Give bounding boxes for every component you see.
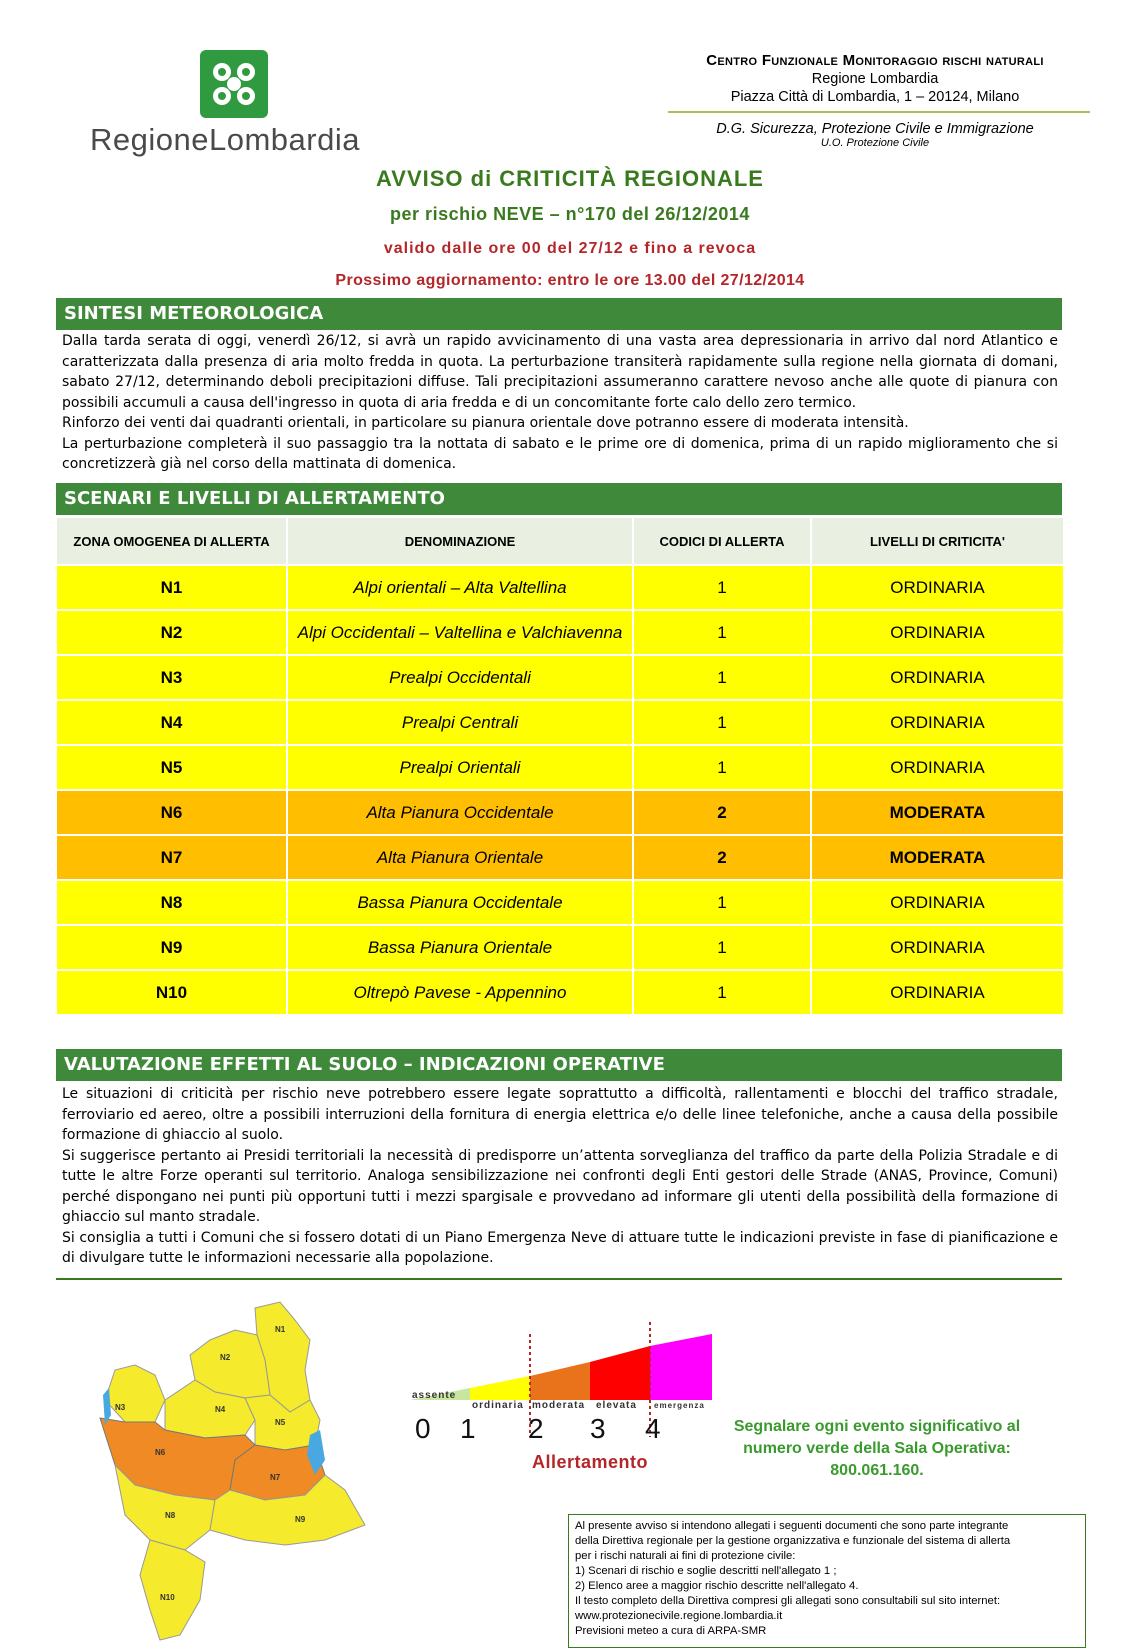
report-line: numero verde della Sala Operativa: [743, 1440, 1011, 1457]
code-cell: 2 [633, 790, 811, 835]
code-cell: 1 [633, 745, 811, 790]
table-row [56, 970, 1064, 1015]
zone-cell: N6 [56, 790, 287, 835]
table-row [56, 745, 1064, 790]
scale-label: elevata [596, 1400, 637, 1411]
attachments-note-box [568, 1514, 1086, 1648]
section-heading-scenari: SCENARI E LIVELLI DI ALLERTAMENTO [56, 483, 1062, 515]
scale-label: ordinaria [472, 1400, 524, 1411]
scale-caption: Allertamento [532, 1452, 649, 1472]
zone-cell: N2 [56, 610, 287, 655]
table-row [56, 655, 1064, 700]
map-label: N3 [115, 1403, 126, 1412]
note-line: Previsioni meteo a cura di ARPA-SMR [575, 1625, 767, 1637]
issuer-address: Piazza Città di Lombardia, 1 – 20124, Milano [730, 89, 1020, 105]
section-heading-valutazione: VALUTAZIONE EFFETTI AL SUOLO – INDICAZIONI OPERATIVE [56, 1049, 1062, 1081]
code-cell: 1 [633, 880, 811, 925]
level-cell: ORDINARIA [811, 745, 1064, 790]
column-header: ZONA OMOGENEA DI ALLERTA [56, 517, 287, 565]
code-cell: 1 [633, 970, 811, 1015]
zone-cell: N9 [56, 925, 287, 970]
name-cell: Alta Pianura Occidentale [287, 790, 633, 835]
code-cell: 1 [633, 925, 811, 970]
issuer-header [660, 52, 1090, 149]
level-cell: ORDINARIA [811, 925, 1064, 970]
section-heading-sintesi: SINTESI METEOROLOGICA [56, 298, 1062, 330]
report-notice [718, 1416, 1036, 1482]
name-cell: Prealpi Occidentali [287, 655, 633, 700]
name-cell: Alta Pianura Orientale [287, 835, 633, 880]
logo-text: RegioneLombardia [90, 122, 360, 157]
scale-segment-emergenza [650, 1334, 712, 1400]
map-label: N7 [270, 1473, 281, 1482]
note-line: 1) Scenari di rischio e soglie descritti nell'allegato 1 ; [575, 1565, 837, 1577]
level-cell: ORDINARIA [811, 565, 1064, 610]
issuer-dg: D.G. Sicurezza, Protezione Civile e Immigrazione [716, 121, 1034, 137]
valutazione-text [62, 1084, 1058, 1269]
report-line: Segnalare ogni evento significativo al [733, 1418, 1021, 1435]
name-cell: Prealpi Orientali [287, 745, 633, 790]
valutazione-paragraph: Si consiglia a tutti i Comuni che si fossero dotati di un Piano Emergenza Neve di attuare tutte le indicazioni previste in fase di pianificazione e di divulgare tutte le informazioni necessarie alla popolazione. [62, 1229, 1058, 1266]
valutazione-paragraph: Si suggerisce pertanto ai Presidi territoriali la necessità di predisporre un’attenta sorveglianza del traffico da parte della Polizia Stradale e di tutte le altre Forze operanti sul territorio. Analoga sensibilizzazione nei confronti degli Enti gestori delle Strade (ANAS, Province, Comuni) perché dispongano nei punti più opportuni tutti i mezzi spargisale e provvedano ad informare gli utenti della possibilità della formazione di ghiaccio sul manto stradale. [62, 1147, 1058, 1225]
scale-segment-ordinaria [470, 1376, 530, 1400]
map-zone-n3 [105, 1365, 165, 1422]
note-link[interactable]: www.protezionecivile.regione.lombardia.it [575, 1610, 783, 1622]
code-cell: 1 [633, 610, 811, 655]
name-cell: Alpi orientali – Alta Valtellina [287, 565, 633, 610]
bulletin-subtitle: per rischio NEVE – n°170 del 26/12/2014 [390, 204, 750, 224]
note-line: per i rischi naturali ai fini di protezione civile: [575, 1550, 796, 1562]
zone-cell: N1 [56, 565, 287, 610]
map-label: N5 [275, 1418, 286, 1427]
name-cell: Oltrepò Pavese - Appennino [287, 970, 633, 1015]
code-cell: 2 [633, 835, 811, 880]
name-cell: Bassa Pianura Orientale [287, 925, 633, 970]
scale-number: 1 [460, 1413, 476, 1444]
table-row [56, 925, 1064, 970]
bulletin-title: AVVISO di CRITICITÀ REGIONALE [376, 166, 764, 191]
level-cell: ORDINARIA [811, 700, 1064, 745]
alert-scale [410, 1322, 740, 1462]
sintesi-paragraph: Rinforzo dei venti dai quadranti orientali, in particolare su pianura orientale dove potranno essere di moderata intensità. [62, 415, 909, 431]
map-label: N4 [215, 1405, 226, 1414]
table-header-row [56, 517, 1064, 565]
bulletin-validity: valido dalle ore 00 del 27/12 e fino a revoca [383, 240, 757, 257]
zone-cell: N3 [56, 655, 287, 700]
level-cell: ORDINARIA [811, 610, 1064, 655]
scale-segment-moderata [530, 1362, 590, 1400]
map-label: N8 [165, 1511, 176, 1520]
map-label: N6 [155, 1448, 166, 1457]
level-cell: MODERATA [811, 790, 1064, 835]
lombardy-zones-map [95, 1300, 385, 1644]
table-row [56, 700, 1064, 745]
zone-cell: N8 [56, 880, 287, 925]
scale-number: 3 [590, 1413, 606, 1444]
column-header: LIVELLI DI CRITICITA' [811, 517, 1064, 565]
table-row [56, 880, 1064, 925]
code-cell: 1 [633, 700, 811, 745]
name-cell: Bassa Pianura Occidentale [287, 880, 633, 925]
level-cell: ORDINARIA [811, 970, 1064, 1015]
code-cell: 1 [633, 655, 811, 700]
column-header: CODICI DI ALLERTA [633, 517, 811, 565]
zone-cell: N4 [56, 700, 287, 745]
scale-number: 2 [528, 1413, 544, 1444]
scale-label: emergenza [654, 1401, 705, 1410]
scale-number: 4 [645, 1413, 661, 1444]
level-cell: MODERATA [811, 835, 1064, 880]
issuer-region: Regione Lombardia [811, 71, 939, 87]
map-label: N1 [275, 1325, 286, 1334]
regione-lombardia-logo [90, 50, 380, 160]
alert-levels-table [55, 516, 1065, 1016]
name-cell: Prealpi Centrali [287, 700, 633, 745]
code-cell: 1 [633, 565, 811, 610]
table-row [56, 835, 1064, 880]
table-row [56, 610, 1064, 655]
map-label: N10 [160, 1593, 175, 1602]
map-label: N2 [220, 1353, 231, 1362]
level-cell: ORDINARIA [811, 655, 1064, 700]
name-cell: Alpi Occidentali – Valtellina e Valchiavenna [287, 610, 633, 655]
scale-label: assente [412, 1390, 457, 1401]
zone-cell: N10 [56, 970, 287, 1015]
level-cell: ORDINARIA [811, 880, 1064, 925]
sintesi-paragraph: Dalla tarda serata di oggi, venerdì 26/12, si avrà un rapido avvicinamento di una vasta area depressionaria in arrivo dal nord Atlantico e caratterizzata dalla presenza di aria molto fredda in quota. La perturbazione transiterà rapidamente sulla regione nella giornata di domani, sabato 27/12, determinando deboli precipitazioni diffuse. Tali precipitazioni assumeranno carattere nevoso anche alle quote di pianura con possibili accumuli a causa dell'ingresso in quota di aria fredda e di un concomitante forte calo dello zero termico. [62, 333, 1058, 411]
note-line: 2) Elenco aree a maggior rischio descritte nell'allegato 4. [575, 1580, 859, 1592]
valutazione-paragraph: Le situazioni di criticità per rischio neve potrebbero essere legate soprattutto a difficoltà, rallentamenti e blocchi del traffico stradale, ferroviario ed aereo, oltre a possibili interruzioni della fornitura di energia elettrica e/o delle linee telefoniche, anche a causa della possibile formazione di ghiaccio al suolo. [62, 1086, 1058, 1143]
report-phone: 800.061.160. [830, 1462, 924, 1479]
column-header: DENOMINAZIONE [287, 517, 633, 565]
header-divider [668, 111, 1090, 113]
table-row [56, 565, 1064, 610]
note-line: Il testo completo della Direttiva compresi gli allegati sono consultabili sul sito internet: [575, 1595, 1001, 1607]
note-line: della Direttiva regionale per la gestione organizzativa e funzionale del sistema di allerta [575, 1535, 1011, 1547]
table-row [56, 790, 1064, 835]
issuer-org: Centro Funzionale Monitoraggio rischi naturali [706, 52, 1044, 69]
note-line: Al presente avviso si intendono allegati i seguenti documenti che sono parte integrante [575, 1520, 1009, 1532]
scale-segment-elevata [590, 1346, 650, 1400]
section-divider [56, 1278, 1062, 1280]
sintesi-text [62, 331, 1058, 475]
scale-number: 0 [415, 1413, 431, 1444]
logo-rose-icon [200, 50, 268, 118]
issuer-uo: U.O. Protezione Civile [820, 137, 930, 149]
map-zone-n10 [140, 1540, 205, 1640]
scale-label: moderata [532, 1400, 586, 1411]
bulletin-next-update: Prossimo aggiornamento: entro le ore 13.00 del 27/12/2014 [335, 272, 805, 289]
map-label: N9 [295, 1515, 306, 1524]
zone-cell: N5 [56, 745, 287, 790]
zone-cell: N7 [56, 835, 287, 880]
sintesi-paragraph: La perturbazione completerà il suo passaggio tra la nottata di sabato e le prime ore di domenica, prima di un rapido miglioramento che si concretizzerà già nel corso della mattinata di domenica. [62, 435, 1058, 472]
